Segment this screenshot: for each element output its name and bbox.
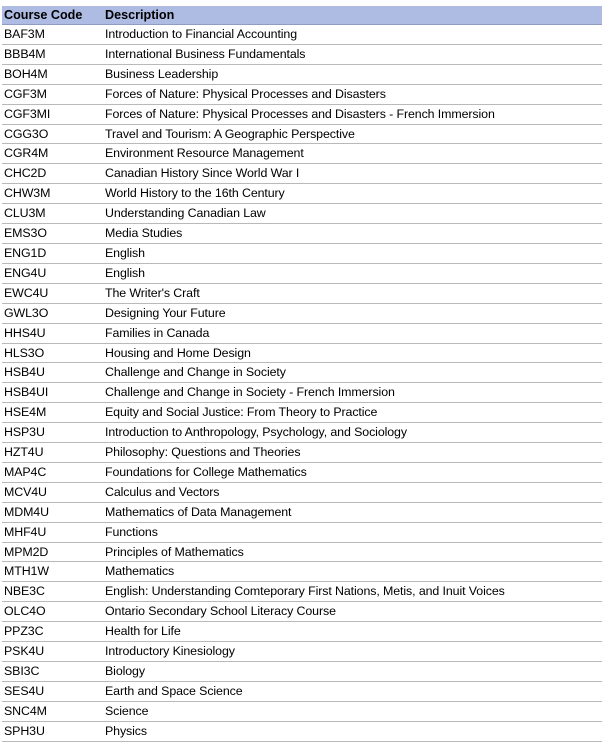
description-cell: Forces of Nature: Physical Processes and Disasters — [103, 84, 602, 104]
course-code-cell: MDM4U — [2, 502, 103, 522]
table-row — [2, 423, 602, 443]
course-code-cell: SPH3U — [2, 721, 103, 741]
course-code-cell: CLU3M — [2, 204, 103, 224]
course-code-cell: MAP4C — [2, 462, 103, 482]
description-cell: World History to the 16th Century — [103, 184, 602, 204]
course-code-cell: SES4U — [2, 681, 103, 701]
course-code-cell: BOH4M — [2, 64, 103, 84]
course-code-cell: HSE4M — [2, 403, 103, 423]
course-code-cell: GWL3O — [2, 303, 103, 323]
course-code-cell: MCV4U — [2, 482, 103, 502]
course-code-cell: ENG4U — [2, 263, 103, 283]
table-row — [2, 383, 602, 403]
table-row — [2, 44, 602, 64]
description-cell: English — [103, 263, 602, 283]
table-row — [2, 144, 602, 164]
description-cell: Challenge and Change in Society — [103, 363, 602, 383]
course-code-cell: MHF4U — [2, 522, 103, 542]
course-code-cell: EWC4U — [2, 283, 103, 303]
course-code-cell: HLS3O — [2, 343, 103, 363]
table-row — [2, 642, 602, 662]
description-cell: Introductory Kinesiology — [103, 642, 602, 662]
description-cell: Ontario Secondary School Literacy Course — [103, 602, 602, 622]
course-code-header: Course Code — [2, 6, 103, 25]
description-cell: Designing Your Future — [103, 303, 602, 323]
table-row — [2, 263, 602, 283]
table-row — [2, 443, 602, 463]
course-code-cell: EMS3O — [2, 224, 103, 244]
course-code-cell: CGG3O — [2, 124, 103, 144]
course-code-cell: HHS4U — [2, 323, 103, 343]
course-code-cell: PSK4U — [2, 642, 103, 662]
table-row — [2, 303, 602, 323]
description-cell: Mathematics — [103, 562, 602, 582]
table-row — [2, 224, 602, 244]
table-row — [2, 462, 602, 482]
table-row — [2, 363, 602, 383]
table-row — [2, 403, 602, 423]
description-cell: Philosophy: Questions and Theories — [103, 443, 602, 463]
description-cell: International Business Fundamentals — [103, 44, 602, 64]
course-code-cell: HSB4U — [2, 363, 103, 383]
table-row — [2, 323, 602, 343]
table-row — [2, 681, 602, 701]
course-code-cell: NBE3C — [2, 582, 103, 602]
description-cell: English — [103, 243, 602, 263]
course-code-cell: CGR4M — [2, 144, 103, 164]
course-code-cell: HSB4UI — [2, 383, 103, 403]
description-cell: Mathematics of Data Management — [103, 502, 602, 522]
table-row — [2, 721, 602, 741]
course-code-cell: BAF3M — [2, 25, 103, 45]
description-cell: The Writer's Craft — [103, 283, 602, 303]
course-code-cell: OLC4O — [2, 602, 103, 622]
course-code-cell: SNC4M — [2, 701, 103, 721]
description-cell: Challenge and Change in Society - French Immersion — [103, 383, 602, 403]
description-header: Description — [103, 6, 602, 25]
table-row — [2, 662, 602, 682]
course-code-cell: HSP3U — [2, 423, 103, 443]
description-cell: Principles of Mathematics — [103, 542, 602, 562]
description-cell: Foundations for College Mathematics — [103, 462, 602, 482]
table-row — [2, 701, 602, 721]
description-cell: Understanding Canadian Law — [103, 204, 602, 224]
description-cell: Functions — [103, 522, 602, 542]
description-cell: Travel and Tourism: A Geographic Perspective — [103, 124, 602, 144]
description-cell: Forces of Nature: Physical Processes and Disasters - French Immersion — [103, 104, 602, 124]
course-code-cell: MPM2D — [2, 542, 103, 562]
description-cell: Families in Canada — [103, 323, 602, 343]
description-cell: Earth and Space Science — [103, 681, 602, 701]
course-code-cell: CGF3MI — [2, 104, 103, 124]
table-row — [2, 562, 602, 582]
course-code-cell: MTH1W — [2, 562, 103, 582]
course-code-cell: HZT4U — [2, 443, 103, 463]
description-cell: Science — [103, 701, 602, 721]
course-table — [2, 6, 602, 742]
table-row — [2, 522, 602, 542]
table-row — [2, 243, 602, 263]
table-row — [2, 84, 602, 104]
course-code-cell: ENG1D — [2, 243, 103, 263]
table-row — [2, 124, 602, 144]
description-cell: English: Understanding Comteporary First Nations, Metis, and Inuit Voices — [103, 582, 602, 602]
table-row — [2, 482, 602, 502]
course-rows — [2, 25, 602, 742]
description-cell: Equity and Social Justice: From Theory to Practice — [103, 403, 602, 423]
description-cell: Health for Life — [103, 622, 602, 642]
table-row — [2, 622, 602, 642]
description-cell: Canadian History Since World War I — [103, 164, 602, 184]
course-code-cell: CHC2D — [2, 164, 103, 184]
table-row — [2, 64, 602, 84]
description-cell: Business Leadership — [103, 64, 602, 84]
header-row — [2, 6, 602, 25]
table-row — [2, 502, 602, 522]
table-row — [2, 602, 602, 622]
description-cell: Biology — [103, 662, 602, 682]
table-row — [2, 283, 602, 303]
table-row — [2, 164, 602, 184]
description-cell: Introduction to Anthropology, Psychology, and Sociology — [103, 423, 602, 443]
description-cell: Media Studies — [103, 224, 602, 244]
table-row — [2, 204, 602, 224]
table-row — [2, 184, 602, 204]
course-code-cell: BBB4M — [2, 44, 103, 64]
table-row — [2, 25, 602, 45]
description-cell: Environment Resource Management — [103, 144, 602, 164]
course-code-cell: SBI3C — [2, 662, 103, 682]
table-row — [2, 343, 602, 363]
course-code-cell: CHW3M — [2, 184, 103, 204]
description-cell: Physics — [103, 721, 602, 741]
description-cell: Housing and Home Design — [103, 343, 602, 363]
table-row — [2, 542, 602, 562]
table-row — [2, 104, 602, 124]
description-cell: Introduction to Financial Accounting — [103, 25, 602, 45]
course-code-cell: PPZ3C — [2, 622, 103, 642]
table-row — [2, 582, 602, 602]
description-cell: Calculus and Vectors — [103, 482, 602, 502]
course-code-cell: CGF3M — [2, 84, 103, 104]
